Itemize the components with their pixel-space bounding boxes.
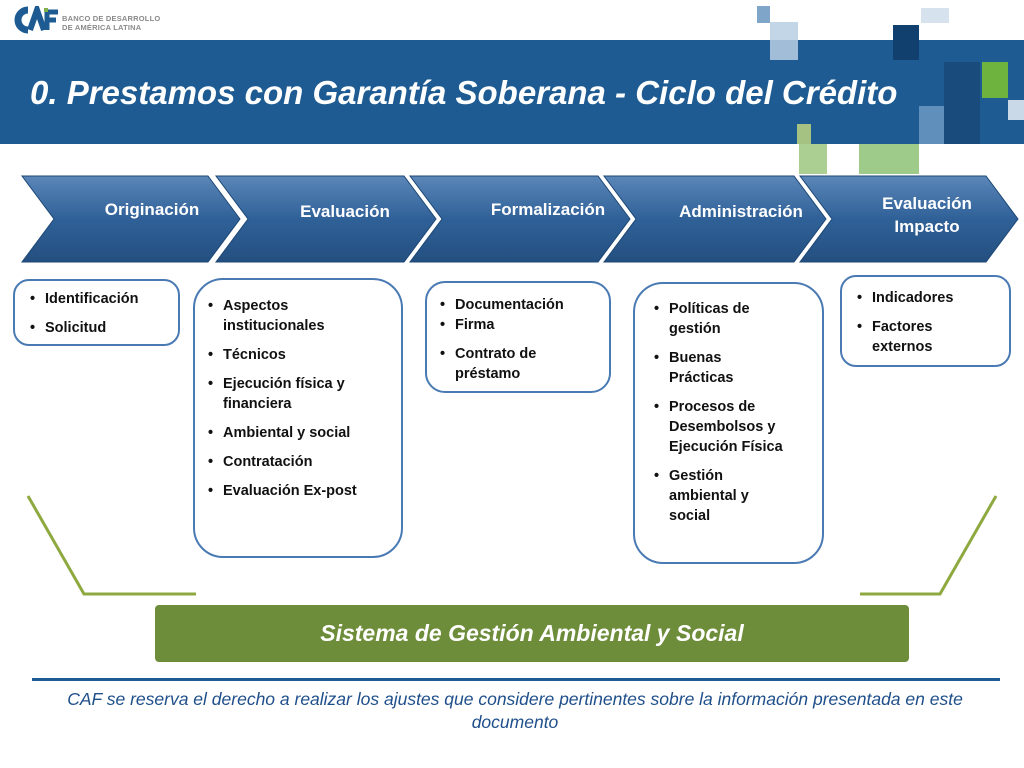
footer-divider	[32, 678, 1000, 681]
list-item: • Contrato de préstamo	[435, 344, 603, 384]
brand-line-2: DE AMÉRICA LATINA	[62, 23, 142, 32]
stage-box-administracion	[633, 282, 824, 564]
brand-line-1: BANCO DE DESARROLLO	[62, 14, 161, 23]
list-item: • Identificación	[25, 289, 172, 309]
list-item: • Evaluación Ex-post	[203, 481, 393, 501]
list-item: • Indicadores	[852, 288, 1003, 308]
stage-box-evaluacion-impacto	[840, 275, 1011, 367]
stage-box-evaluacion	[193, 278, 403, 558]
list-item: • Ambiental y social	[203, 423, 393, 443]
stage-label-evaluacion: Evaluación	[300, 202, 390, 221]
list-item: • Técnicos	[203, 345, 393, 365]
page-title: 0. Prestamos con Garantía Soberana - Ciclo del Crédito	[30, 74, 898, 111]
left-bracket	[28, 496, 196, 594]
list-item: • Contratación	[203, 452, 393, 472]
stage-box-originacion	[13, 279, 180, 346]
system-banner: Sistema de Gestión Ambiental y Social	[155, 605, 909, 662]
list-item: • Factores externos	[852, 317, 1003, 357]
list-item: • Políticas de gestión	[649, 299, 808, 339]
list-item: • Documentación	[435, 295, 603, 315]
right-bracket	[860, 496, 996, 594]
list-item: • Firma	[435, 315, 603, 335]
list-item: • Ejecución física y financiera	[203, 374, 393, 414]
stage-label-administracion: Administración	[679, 202, 803, 221]
stage-label-formalizacion: Formalización	[490, 200, 606, 219]
stage-label-evaluacion-impacto: Evaluación Impacto	[882, 194, 972, 236]
list-item: • Buenas Prácticas	[649, 348, 808, 388]
stage-box-formalizacion	[425, 281, 611, 393]
list-item: • Procesos de Desembolsos y Ejecución Física	[649, 397, 808, 457]
footer-disclaimer: CAF se reserva el derecho a realizar los ajustes que considere pertinentes sobre la información presentada en este documento	[67, 689, 963, 732]
list-item: • Gestión ambiental y social	[649, 466, 808, 526]
list-item: • Solicitud	[25, 318, 172, 338]
list-item: • Aspectos institucionales	[203, 296, 393, 336]
stage-label-originacion: Originación	[104, 200, 200, 219]
